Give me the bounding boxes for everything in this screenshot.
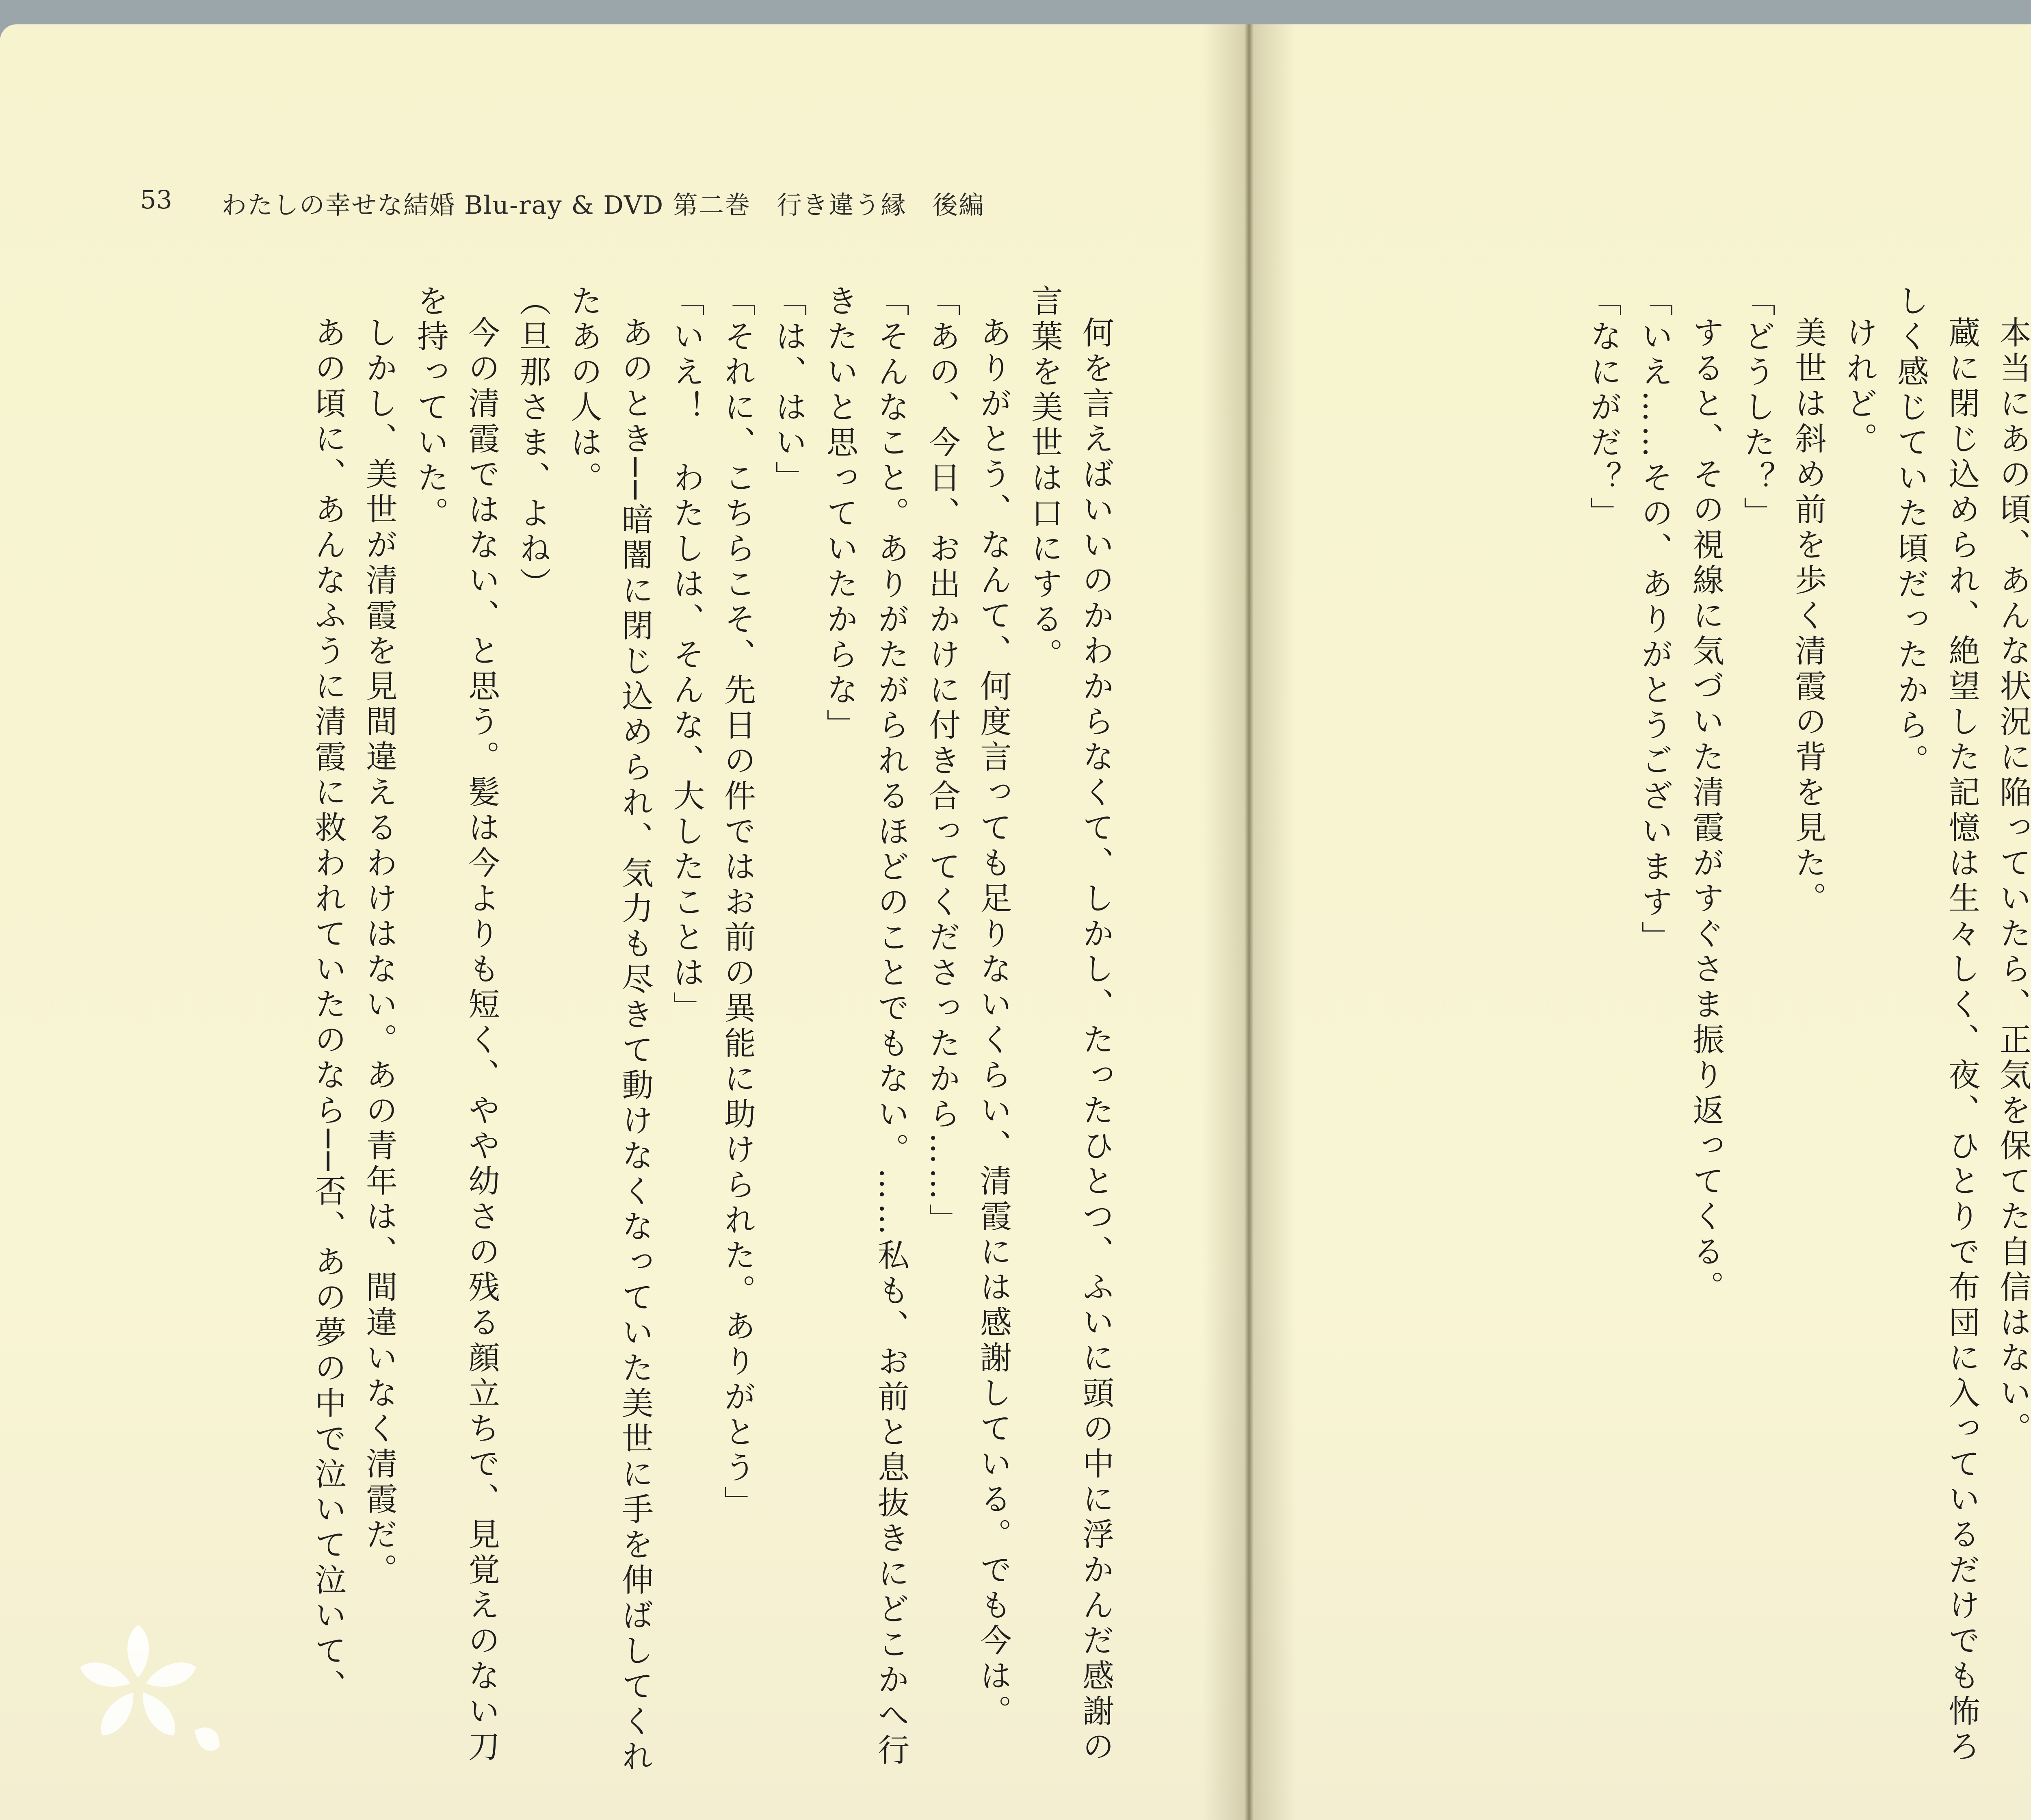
dialogue-line: 「なにがだ？」 xyxy=(1585,284,1622,532)
paragraph: すると、その視線に気づいた清霞がすぐさま振り返ってくる。 xyxy=(1687,316,1724,1306)
dialogue-line: 「それに、こちらこそ、先日の件ではお前の異能に助けられた。ありがとう」 xyxy=(719,284,756,1521)
dialogue-line: 「あの、今日、お出かけに付き合ってくださったから……」 xyxy=(924,284,960,1239)
paragraph: ありがとう、なんて、何度言っても足りないくらい、清霞には感謝している。でも今は。 xyxy=(975,316,1011,1730)
right-page-body xyxy=(1438,284,2031,1796)
paragraph: けれど。 xyxy=(1841,316,1877,457)
left-page-body xyxy=(138,284,1121,1796)
dialogue-line: 「は、はい」 xyxy=(770,284,807,496)
dialogue-line: 「いえ！ わたしは、そんな、大したことは」 xyxy=(668,284,704,1027)
paragraph: あの頃に、あんなふうに清霞に救われていたのなら──否、あの夢の中で泣いて泣いて、 xyxy=(310,316,346,1705)
book-gutter xyxy=(1202,24,1296,1820)
paragraph: 本当にあの頃、あんな状況に陥っていたら、正気を保てた自信はない。 xyxy=(1994,316,2031,1447)
sakura-blossom-icon xyxy=(61,1609,236,1771)
dialogue-line: 「そんなこと。ありがたがられるほどのことでもない。……私も、お前と息抜きにどこかへ行きたいと思っていたからな」 xyxy=(821,284,909,1769)
paragraph: しかし、美世が清霞を見間違えるわけはない。あの青年は、間違いなく清霞だ。 xyxy=(361,316,397,1588)
dialogue-line: 「どうした？」 xyxy=(1739,284,1775,532)
paragraph: 美世は斜め前を歩く清霞の背を見た。 xyxy=(1790,316,1826,917)
paragraph: 何を言えばいいのかわからなくて、しかし、たったひとつ、ふいに頭の中に浮かんだ感謝の言葉を美世は口にする。 xyxy=(1026,284,1114,1765)
dialogue-line: 「いえ……その、ありがとうございます」 xyxy=(1636,284,1673,956)
paragraph: 今の清霞ではない、と思う。髪は今よりも短く、やや幼さの残る顔立ちで、見覚えのない刀を持っていた。 xyxy=(412,284,500,1765)
paragraph: あのとき──暗闇に閉じ込められ、気力も尽きて動けなくなっていた美世に手を伸ばしてくれたあの人は。 xyxy=(565,284,653,1775)
running-head: わたしの幸せな結婚 Blu-ray & DVD 第二巻 行き違う縁 後編 xyxy=(221,190,985,220)
left-page-number: 53 xyxy=(140,185,172,214)
thought-line: （旦那さま、よね） xyxy=(514,284,551,602)
paragraph: 蔵に閉じ込められ、絶望した記憶は生々しく、夜、ひとりで布団に入っているだけでも怖ろしく感じていた頃だったから。 xyxy=(1892,284,1980,1765)
